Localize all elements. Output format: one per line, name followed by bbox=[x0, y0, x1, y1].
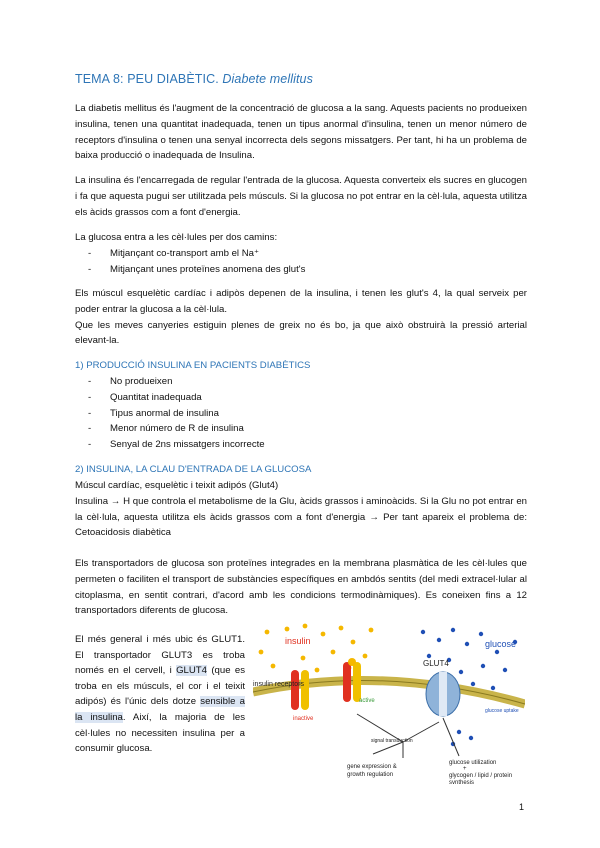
list-item: - Tipus anormal de insulina bbox=[88, 406, 265, 422]
text-run: . Així, la majoria de les cèl·lules no necessiten insulina per a consumir glucosa. bbox=[75, 711, 245, 755]
text-run: El més general i més ubic és GLUT1. El transportador GLUT3 es troba només en el cervell, i bbox=[75, 634, 245, 677]
paragraph-text: Insulina → H que controla el metabolisme de la Glu, àcids grassos i aminoàcids. Si la Glu no pot entrar en la cèl·lula, aquesta utilitza els àcids grassos com a font d'energia → Per tant apareix el problema de: Cetoacidosis diabètica bbox=[75, 495, 527, 539]
section-heading-2: 2) INSULINA, LA CLAU D'ENTRADA DE LA GLUCOSA bbox=[75, 464, 312, 475]
text-run: (que es troba en els músculs, el cor i el teixit adipós) és l'únic dels dotze bbox=[75, 665, 245, 708]
paragraph-glut4 bbox=[75, 286, 527, 349]
paragraph-text: La glucosa entra a les cèl·lules per dos camins: bbox=[75, 232, 278, 243]
paragraph-text: Els transportadors de glucosa son proteïnes integrades en la membrana plasmàtica de les cèl·lules que permeten o faciliten el transport de substàncies específiques en ambdós sentits (del medi extracel·lular al citoplasma, en sentit contrari, d'acord amb les condicions termodinàmiques). Es coneixen fins a 12 transportadors diferents de glucosa. bbox=[75, 558, 527, 617]
plus-label: + bbox=[463, 766, 467, 772]
page-number: 1 bbox=[518, 802, 524, 812]
glut4-insulin-diagram bbox=[253, 622, 525, 784]
list-item: - No produeixen bbox=[88, 374, 265, 390]
paragraph-text: Els múscul esquelètic cardíac i adipòs depenen de la insulina, i tenen les glut's 4, la qual serveix per poder entrar la glucosa a la cèl·lula. bbox=[75, 288, 527, 315]
production-list bbox=[88, 374, 265, 453]
paragraph-text: La insulina és l'encarregada de regular l'entrada de la glucosa. Aquesta converteix els sucres en glucogen i fa que aquesta pugui ser utilitzada pels músculs. Si la glucosa no pot entrar en la cèl·lula, aquesta utilitza els àcids grassos com a font d'energia. bbox=[75, 175, 527, 218]
section-2-body bbox=[75, 478, 527, 541]
glut4-transporter bbox=[426, 672, 460, 716]
list-item: - Mitjançant unes proteïnes anomena des glut's bbox=[88, 262, 305, 278]
list-item: - Senyal de 2ns missatgers incorrecte bbox=[88, 437, 265, 453]
title-italic: Diabete mellitus bbox=[222, 72, 313, 86]
section-heading-1: 1) PRODUCCIÓ INSULINA EN PACIENTS DIABÈTICS bbox=[75, 360, 311, 371]
highlight-sensible: sensible a la insulina bbox=[75, 696, 246, 723]
paragraph-intro bbox=[75, 101, 527, 164]
glut4-label: GLUT4 bbox=[423, 659, 449, 668]
title-main: TEMA 8: PEU DIABÈTIC. bbox=[75, 72, 219, 86]
inactive-label: inactive bbox=[293, 716, 314, 722]
list-item: - Mitjançant co-transport amb el Na⁺ bbox=[88, 246, 305, 262]
paragraph-ways bbox=[75, 230, 527, 246]
paragraph-text: Que les meves canyeries estiguin plenes de greix no és bo, ja que això obstruirà la pressió arterial elevant-la. bbox=[75, 319, 527, 347]
receptors-label: insulin receptors bbox=[253, 681, 304, 688]
paragraph-insulin bbox=[75, 173, 527, 220]
active-label: active bbox=[359, 698, 375, 704]
list-item: - Quantitat inadequada bbox=[88, 390, 265, 406]
list-item: - Menor número de R de insulina bbox=[88, 421, 265, 437]
utilization-label: glucose utilization bbox=[449, 760, 497, 766]
gene-label-1: gene expression & bbox=[347, 764, 397, 770]
paragraph-glut-types bbox=[75, 632, 245, 757]
gene-label-2: growth regulation bbox=[347, 772, 394, 778]
highlight-glut4: GLUT4 bbox=[176, 665, 208, 677]
glycogen-label-1: glycogen / lipid / protein bbox=[449, 773, 513, 779]
insulin-receptor-inactive bbox=[291, 670, 309, 710]
glucose-label: glucose bbox=[485, 639, 517, 649]
insulin-label: insulin bbox=[285, 636, 311, 646]
signal-label: signal transduction bbox=[371, 738, 413, 744]
page-title bbox=[75, 72, 313, 86]
glycogen-label-2: synthesis bbox=[449, 780, 475, 784]
paragraph-transporters bbox=[75, 556, 527, 619]
paragraph-text: La diabetis mellitus és l'augment de la concentració de glucosa a la sang. Aquests pacients no produeixen insulina, tenen una quantitat inadequada, tenen un tipus anormal d'insulina, tenen un menor número de receptors d'insulina o tenen una senyal incorrecta dels segons missatgers. Per tant, hi ha un problema de baixa producció o inadequada de Insulina. bbox=[75, 103, 527, 162]
ways-list bbox=[88, 246, 305, 278]
uptake-label: glucose uptake bbox=[485, 708, 519, 714]
paragraph-text: Múscul cardíac, esquelètic i teixit adipós (Glut4) bbox=[75, 480, 279, 491]
